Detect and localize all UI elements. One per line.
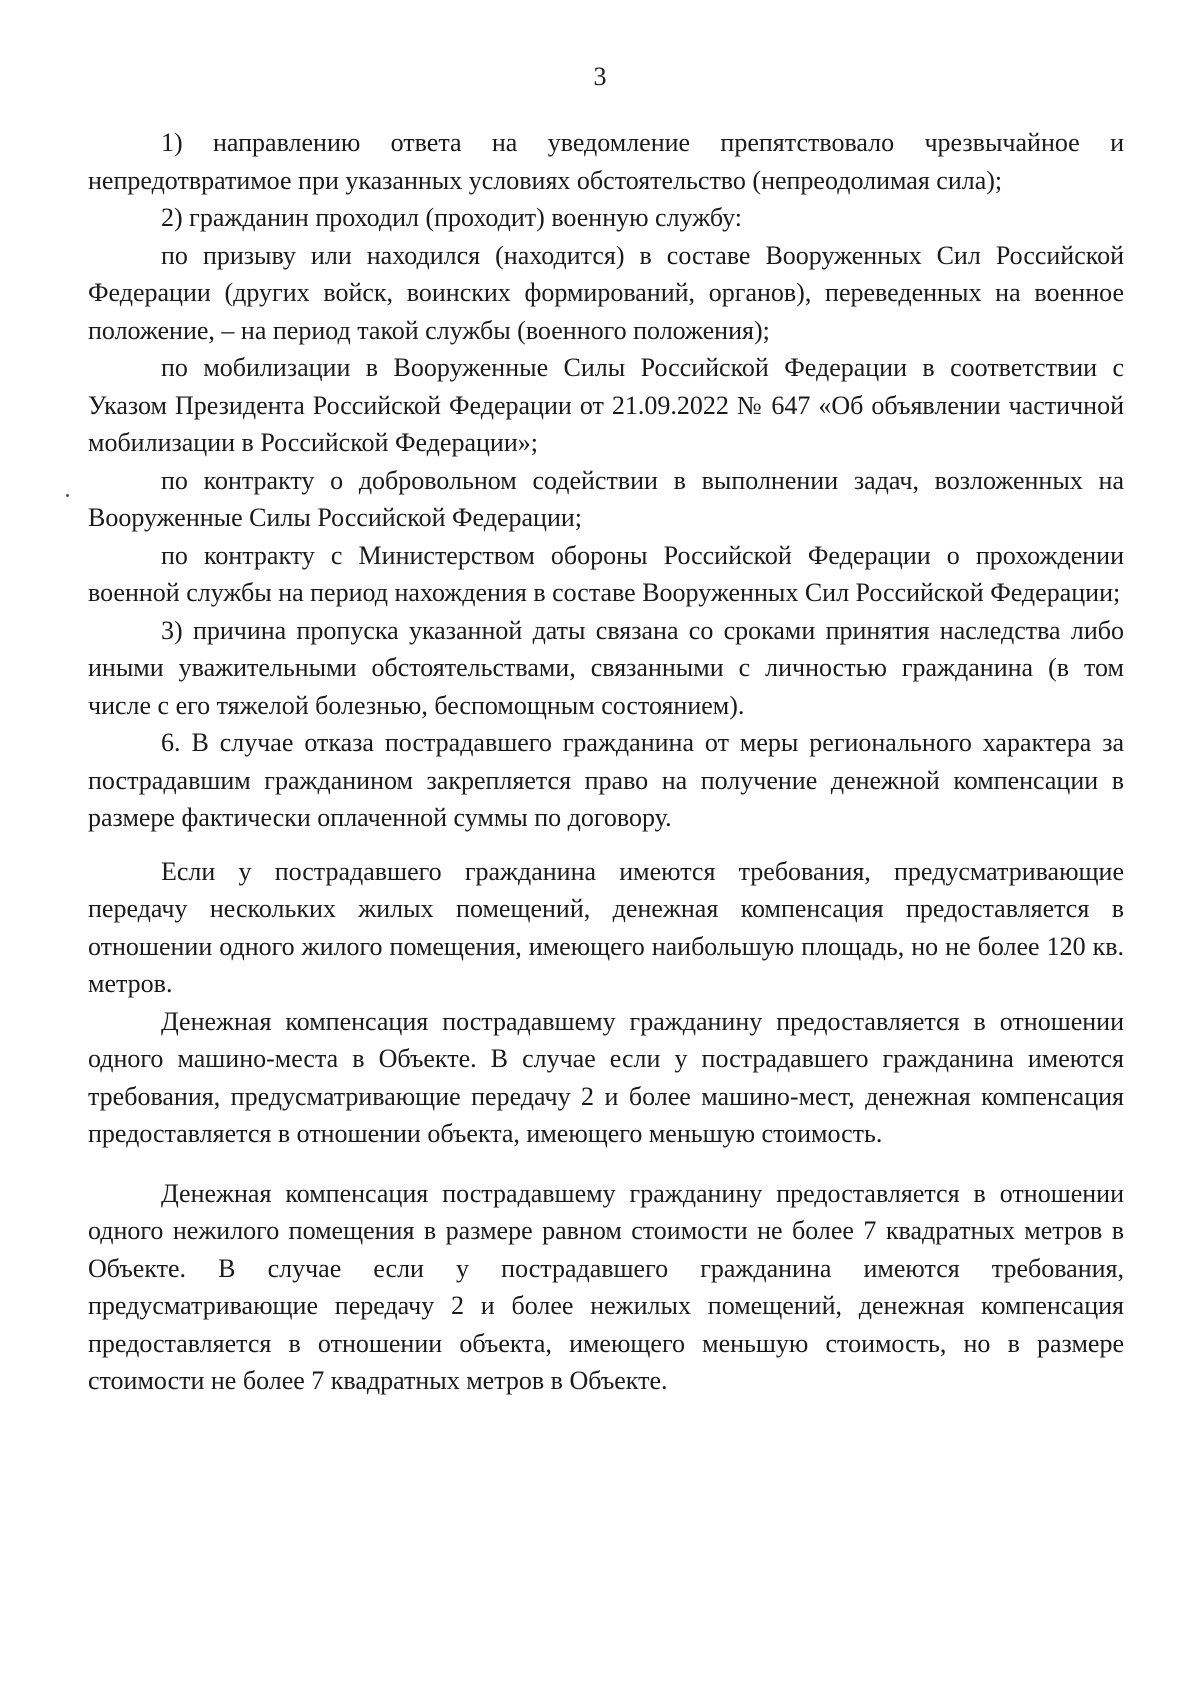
document-body xyxy=(88,124,1124,1400)
paragraph-military-conscription: по призыву или находился (находится) в составе Вооруженных Сил Российской Федерации (других войск, воинских формирований, органов), переведенных на военное положение, – на период такой службы (военного положения); xyxy=(88,240,1124,345)
paragraph-clause-6: 6. В случае отказа пострадавшего гражданина от меры регионального характера за пострадавшим гражданином закрепляется право на получение денежной компенсации в размере фактически оплаченной суммы по договору. xyxy=(88,728,1124,832)
paragraph-item-2: 2) гражданин проходил (проходит) военную службу: xyxy=(161,203,742,232)
paragraph-residential-compensation: Если у пострадавшего гражданина имеются требования, предусматривающие передачу нескольких жилых помещений, денежная компенсация предоставляется в отношении одного жилого помещения, имеющего наибольшую площадь, но не более 120 кв. метров. xyxy=(88,856,1124,998)
page-number: 3 xyxy=(593,62,607,91)
paragraph-mobilization: по мобилизации в Вооруженные Силы Российской Федерации в соответствии с Указом Президента Российской Федерации от 21.09.2022 № 647 «Об объявлении частичной мобилизации в Российской Федерации»; xyxy=(88,353,1124,457)
paragraph-item-3: 3) причина пропуска указанной даты связана со сроками принятия наследства либо иными уважительными обстоятельствами, связанными с личностью гражданина (в том числе с его тяжелой болезнью, беспомощным состоянием). xyxy=(88,615,1124,720)
margin-mark xyxy=(66,494,69,497)
paragraph-nonresidential-compensation: Денежная компенсация пострадавшему гражданину предоставляется в отношении одного нежилого помещения в размере равном стоимости не более 7 квадратных метров в Объекте. В случае если у пострадавшего гражданина имеются требования, предусматривающие передачу 2 и более нежилых помещений, денежная компенсация предоставляется в отношении объекта, имеющего меньшую стоимость, но в размере стоимости не более 7 квадратных метров в Объекте. xyxy=(88,1178,1124,1395)
paragraph-parking-compensation: Денежная компенсация пострадавшему гражданину предоставляется в отношении одного машино-места в Объекте. В случае если у пострадавшего гражданина имеются требования, предусматривающие передачу 2 и более машино-мест, денежная компенсация предоставляется в отношении объекта, имеющего меньшую стоимость. xyxy=(88,1006,1124,1148)
paragraph-voluntary-contract: по контракту о добровольном содействии в выполнении задач, возложенных на Вооруженные Силы Российской Федерации; xyxy=(88,465,1124,532)
paragraph-item-1: 1) направлению ответа на уведомление препятствовало чрезвычайное и непредотвратимое при указанных условиях обстоятельство (непреодолимая сила); xyxy=(88,128,1124,195)
paragraph-defense-contract: по контракту с Министерством обороны Российской Федерации о прохождении военной службы на период нахождения в составе Вооруженных Сил Российской Федерации; xyxy=(88,540,1124,607)
